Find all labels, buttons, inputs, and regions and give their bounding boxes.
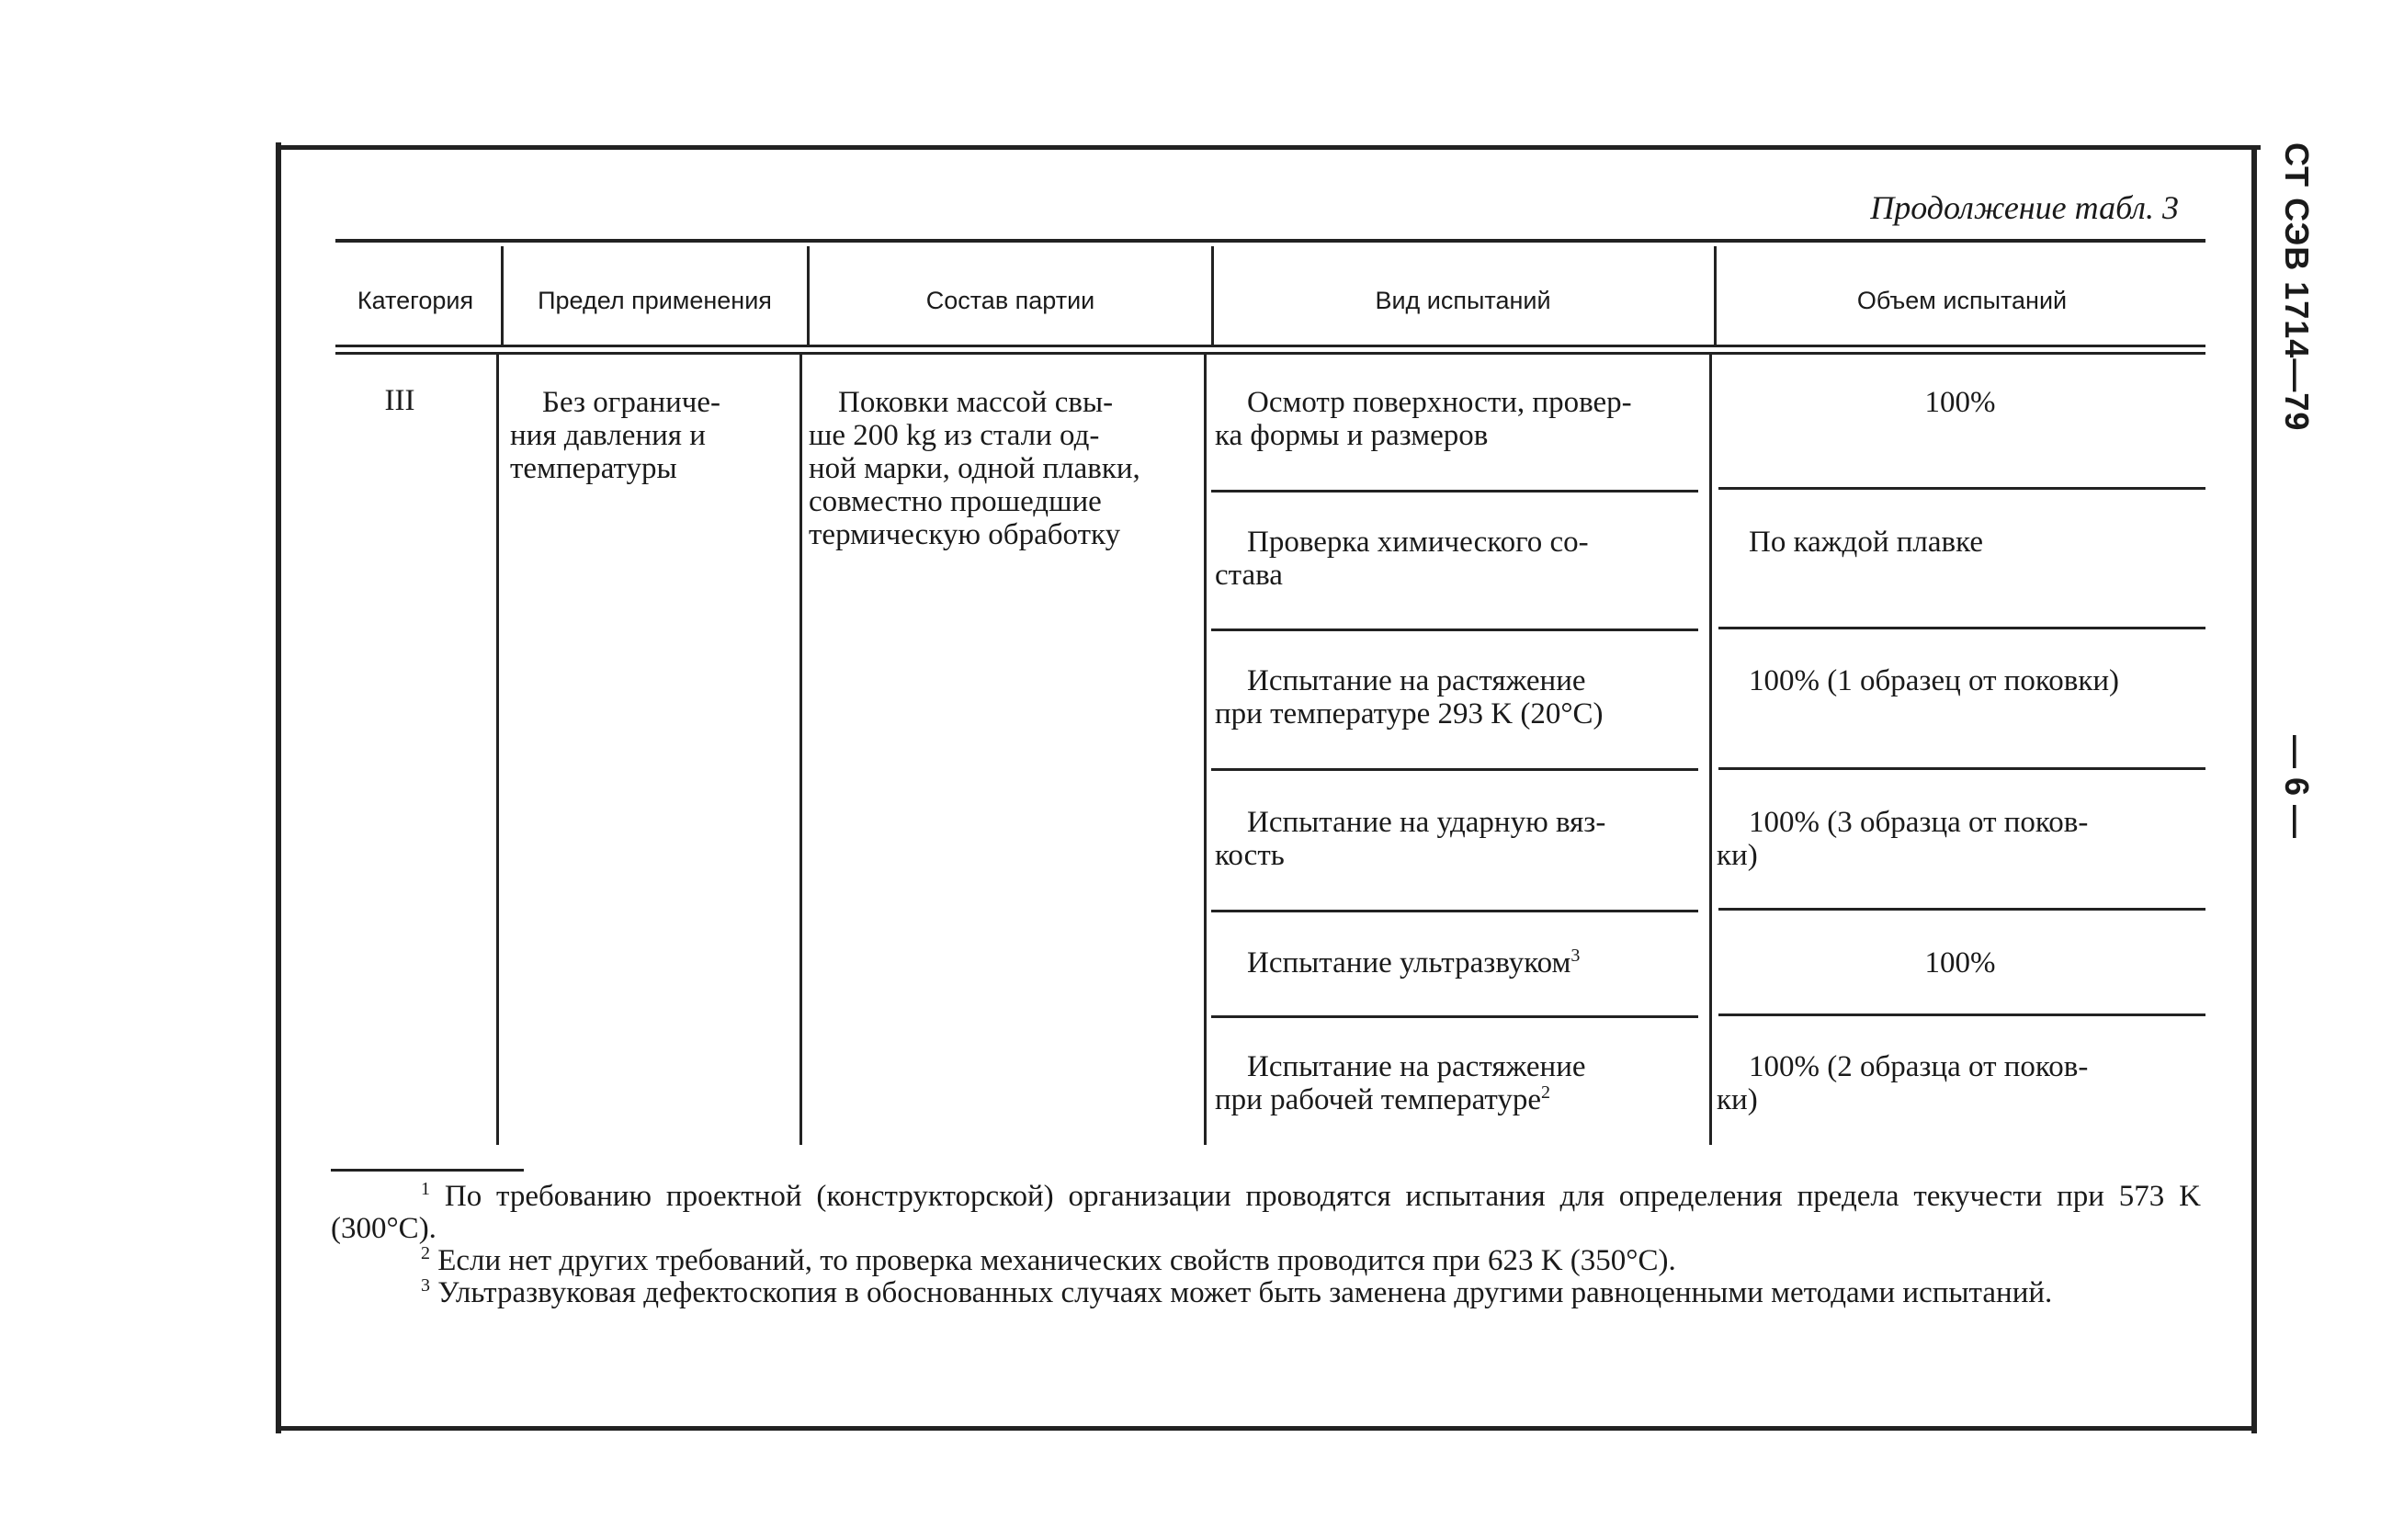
footnotes xyxy=(331,1181,2201,1309)
col-divider-3 xyxy=(1211,246,1214,345)
header-range: Предел применения xyxy=(538,287,772,314)
category-value: III xyxy=(384,384,415,417)
col-divider-1-body xyxy=(496,355,499,1145)
col-divider-3-body xyxy=(1204,355,1207,1145)
test-volume-row-4: 100% (3 образца от поков- ки) xyxy=(1717,806,2089,872)
footnote-2-text: Если нет других требований, то проверка механических свойств проводится при 623 K (350°C). xyxy=(437,1244,1676,1277)
header-test-type: Вид испытаний xyxy=(1375,287,1551,314)
row-rule-4a xyxy=(1211,910,1698,912)
frame-right-rule xyxy=(2251,147,2257,1433)
footnote-3-mark: 3 xyxy=(421,1275,430,1296)
frame-bottom-rule xyxy=(276,1426,2257,1431)
table-top-rule xyxy=(335,239,2205,243)
footnote-3 xyxy=(331,1277,2201,1309)
col-divider-4-body xyxy=(1709,355,1712,1145)
batch-value: Поковки массой свы- ше 200 kg из стали од- ной марки, одной плавки, совместно прошедшие термическую обработку xyxy=(809,386,1140,551)
col-divider-1 xyxy=(501,246,504,345)
page-number-vertical xyxy=(2265,735,2320,864)
row-rule-1b xyxy=(1718,487,2205,490)
test-volume-row-2: По каждой плавке xyxy=(1749,526,1983,559)
row-rule-2b xyxy=(1718,627,2205,629)
table-continuation-caption: Продолжение табл. 3 xyxy=(1870,189,2179,226)
header-bottom-rule-1 xyxy=(335,345,2205,347)
page-number-text: — 6 — xyxy=(2278,735,2316,839)
standard-id-text: СТ СЭВ 1714—79 xyxy=(2278,142,2316,432)
footnote-ref-3: 3 xyxy=(1570,946,1581,966)
test-type-row-3: Испытание на растяжение при температуре 293 K (20°C) xyxy=(1215,664,1604,730)
row-rule-5b xyxy=(1718,1013,2205,1016)
test-type-row-6-text: Испытание на растяжение при рабочей температуре xyxy=(1215,1050,1586,1116)
footnote-2 xyxy=(331,1245,2201,1277)
test-volume-row-6: 100% (2 образца от поков- ки) xyxy=(1717,1050,2089,1116)
col-divider-2 xyxy=(807,246,810,345)
standard-id-vertical xyxy=(2265,142,2320,432)
footnote-ref-2: 2 xyxy=(1541,1082,1550,1103)
test-volume-row-1: 100% xyxy=(1924,386,1996,419)
test-type-row-5-text: Испытание ультразвуком xyxy=(1247,946,1571,979)
footnote-1 xyxy=(331,1181,2201,1245)
test-volume-row-5: 100% xyxy=(1924,946,1996,979)
row-rule-4b xyxy=(1718,908,2205,911)
footnote-2-mark: 2 xyxy=(421,1243,430,1263)
header-category: Категория xyxy=(357,287,474,314)
row-rule-3b xyxy=(1718,767,2205,770)
test-type-row-5 xyxy=(1247,946,1702,979)
range-value: Без ограниче- ния давления и температуры xyxy=(510,386,721,485)
test-type-row-4: Испытание на ударную вяз- кость xyxy=(1215,806,1606,872)
test-type-row-1: Осмотр поверхности, провер- ка формы и размеров xyxy=(1215,386,1632,452)
footnote-1-mark: 1 xyxy=(421,1179,430,1199)
row-rule-1a xyxy=(1211,490,1698,493)
test-type-row-6 xyxy=(1215,1050,1702,1116)
row-rule-3a xyxy=(1211,768,1698,771)
frame-top-rule xyxy=(280,145,2261,150)
header-batch: Состав партии xyxy=(925,287,1095,314)
footnote-3-text: Ультразвуковая дефектоскопия в обоснованных случаях может быть заменена другими равноценными методами испытаний. xyxy=(437,1276,2053,1309)
col-divider-2-body xyxy=(799,355,802,1145)
row-rule-5a xyxy=(1211,1015,1698,1018)
test-volume-row-3: 100% (1 образец от поковки) xyxy=(1749,664,2120,697)
header-bottom-rule-2 xyxy=(335,352,2205,355)
col-divider-4 xyxy=(1714,246,1717,345)
row-rule-2a xyxy=(1211,628,1698,631)
header-test-volume: Объем испытаний xyxy=(1856,287,2068,314)
footnote-1-text: По требованию проектной (конструкторской) организации проводятся испытания для определения предела текучести при 573 K (300°C). xyxy=(331,1180,2201,1245)
footnote-separator xyxy=(331,1169,524,1172)
test-type-row-2: Проверка химического со- става xyxy=(1215,526,1589,592)
frame-left-rule xyxy=(276,142,281,1433)
